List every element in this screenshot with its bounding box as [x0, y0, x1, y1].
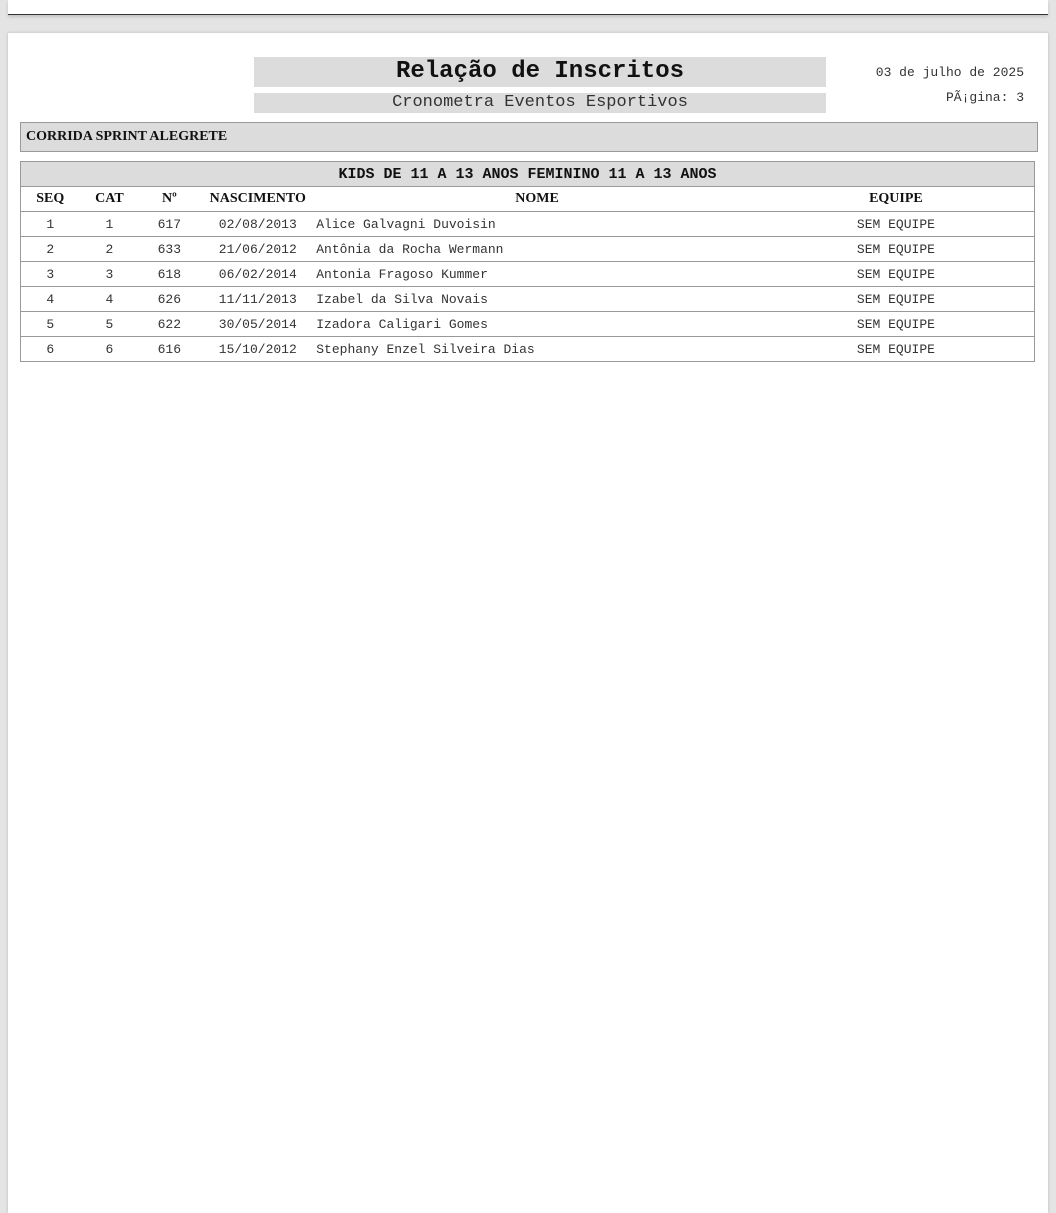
cell-team: SEM EQUIPE — [758, 262, 1035, 287]
cell-seq: 3 — [21, 262, 80, 287]
table-row — [21, 337, 1035, 362]
cell-num: 618 — [139, 262, 199, 287]
cell-birth: 02/08/2013 — [199, 212, 316, 237]
cell-seq: 6 — [21, 337, 80, 362]
table-row — [21, 237, 1035, 262]
report-date: 03 de julho de 2025 — [875, 65, 1024, 80]
cell-team: SEM EQUIPE — [758, 312, 1035, 337]
column-header-seq: SEQ — [21, 187, 80, 212]
column-header-num: Nº — [139, 187, 199, 212]
cell-cat: 5 — [79, 312, 139, 337]
cell-name: Antônia da Rocha Wermann — [316, 237, 758, 262]
cell-cat: 1 — [79, 212, 139, 237]
cell-seq: 4 — [21, 287, 80, 312]
cell-name: Izadora Caligari Gomes — [316, 312, 758, 337]
table-row — [21, 287, 1035, 312]
cell-cat: 4 — [79, 287, 139, 312]
cell-team: SEM EQUIPE — [758, 237, 1035, 262]
entries-table — [20, 161, 1035, 362]
report-title: Relação de Inscritos — [254, 57, 826, 87]
cell-seq: 5 — [21, 312, 80, 337]
table-row — [21, 262, 1035, 287]
event-name: CORRIDA SPRINT ALEGRETE — [20, 122, 1038, 152]
cell-birth: 21/06/2012 — [199, 237, 316, 262]
column-header-row — [21, 187, 1035, 212]
cell-num: 616 — [139, 337, 199, 362]
cell-num: 622 — [139, 312, 199, 337]
cell-num: 633 — [139, 237, 199, 262]
cell-name: Alice Galvagni Duvoisin — [316, 212, 758, 237]
cell-name: Stephany Enzel Silveira Dias — [316, 337, 758, 362]
cell-seq: 2 — [21, 237, 80, 262]
report-page — [8, 33, 1048, 1213]
previous-page-edge — [8, 0, 1048, 15]
column-header-team: EQUIPE — [758, 187, 1035, 212]
cell-birth: 30/05/2014 — [199, 312, 316, 337]
cell-num: 617 — [139, 212, 199, 237]
cell-team: SEM EQUIPE — [758, 337, 1035, 362]
cell-team: SEM EQUIPE — [758, 287, 1035, 312]
report-subtitle: Cronometra Eventos Esportivos — [254, 93, 826, 113]
table-row — [21, 312, 1035, 337]
column-header-cat: CAT — [79, 187, 139, 212]
cell-cat: 3 — [79, 262, 139, 287]
cell-cat: 6 — [79, 337, 139, 362]
cell-name: Izabel da Silva Novais — [316, 287, 758, 312]
cell-birth: 15/10/2012 — [199, 337, 316, 362]
cell-seq: 1 — [21, 212, 80, 237]
cell-birth: 06/02/2014 — [199, 262, 316, 287]
cell-num: 626 — [139, 287, 199, 312]
page-number: PÃ¡gina: 3 — [945, 90, 1024, 105]
category-title: KIDS DE 11 A 13 ANOS FEMININO 11 A 13 ANOS — [21, 162, 1035, 187]
cell-team: SEM EQUIPE — [758, 212, 1035, 237]
column-header-birth: NASCIMENTO — [199, 187, 316, 212]
table-row — [21, 212, 1035, 237]
cell-birth: 11/11/2013 — [199, 287, 316, 312]
column-header-name: NOME — [316, 187, 758, 212]
cell-cat: 2 — [79, 237, 139, 262]
cell-name: Antonia Fragoso Kummer — [316, 262, 758, 287]
